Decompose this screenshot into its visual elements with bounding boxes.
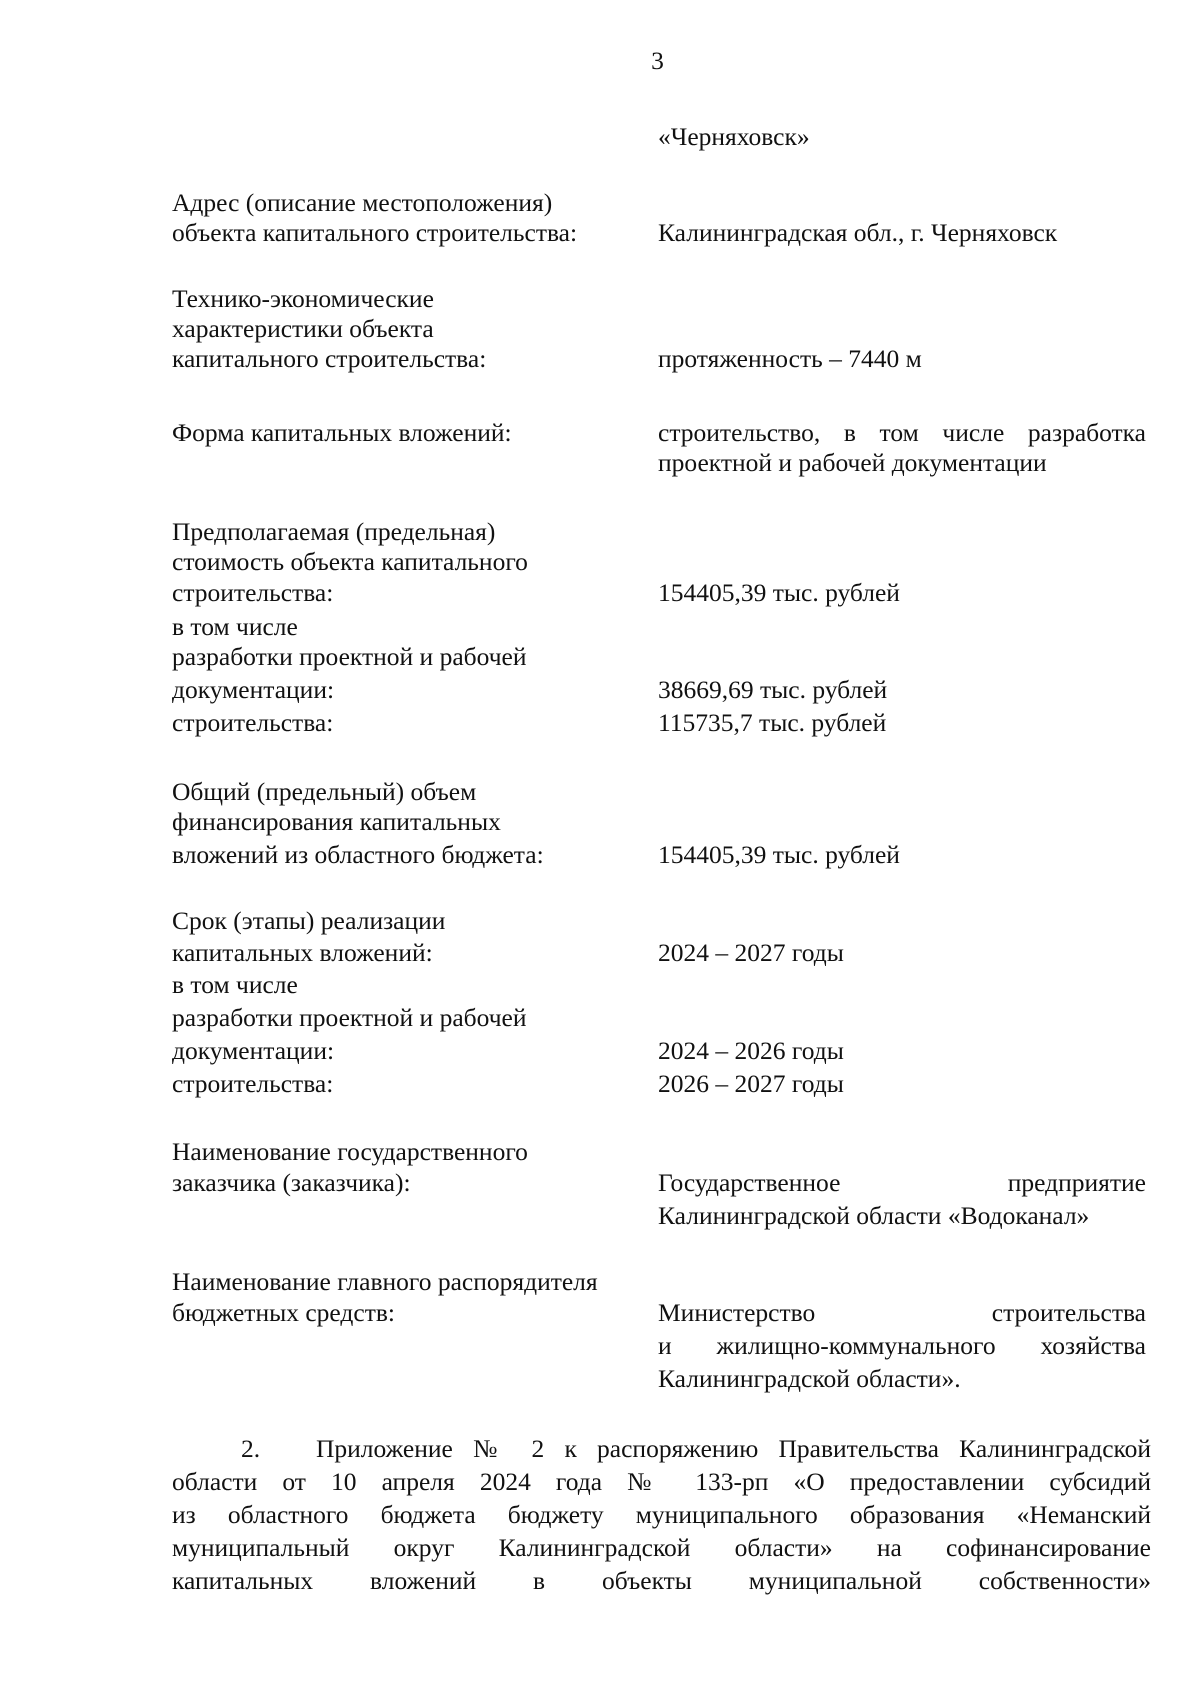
- tech-label-line-1: Технико-экономические: [172, 284, 434, 313]
- customer-label-line-2: заказчика (заказчика):: [172, 1168, 411, 1197]
- cost-total-value: 154405,39 тыс. рублей: [658, 578, 900, 607]
- cost-label-line-5: разработки проектной и рабочей: [172, 642, 527, 671]
- customer-label-line-1: Наименование государственного: [172, 1137, 528, 1166]
- term-total-value: 2024 – 2027 годы: [658, 938, 844, 967]
- address-label-line-1: Адрес (описание местоположения): [172, 188, 553, 217]
- cost-design-value: 38669,69 тыс. рублей: [658, 675, 888, 704]
- cost-label-line-1: Предполагаемая (предельная): [172, 517, 496, 546]
- paragraph-2-line-1: Приложение № 2 к распоряжению Правительства Калининградской: [316, 1434, 1151, 1463]
- cost-label-line-2: стоимость объекта капитального: [172, 547, 528, 576]
- cost-label-line-7: строительства:: [172, 708, 334, 737]
- term-label-line-2: капитальных вложений:: [172, 938, 433, 967]
- funding-label-line-1: Общий (предельный) объем: [172, 777, 477, 806]
- term-construction-value: 2026 – 2027 годы: [658, 1069, 844, 1098]
- manager-label-line-2: бюджетных средств:: [172, 1298, 395, 1327]
- term-design-value: 2024 – 2026 годы: [658, 1036, 844, 1065]
- paragraph-2-line-4: муниципальный округ Калининградской области» на софинансирование: [172, 1533, 1151, 1562]
- manager-value-line-2: и жилищно-коммунального хозяйства: [658, 1331, 1146, 1360]
- funding-label-line-2: финансирования капитальных: [172, 807, 501, 836]
- term-label-line-3: в том числе: [172, 970, 298, 999]
- customer-value-line-2: Калининградской области «Водоканал»: [658, 1201, 1090, 1230]
- term-label-line-5: документации:: [172, 1036, 335, 1065]
- term-label-line-6: строительства:: [172, 1069, 334, 1098]
- cost-label-line-6: документации:: [172, 675, 335, 704]
- page-number: 3: [651, 46, 664, 75]
- paragraph-2-number: 2.: [241, 1434, 261, 1463]
- tech-label-line-2: характеристики объекта: [172, 314, 434, 343]
- paragraph-2-line-2: области от 10 апреля 2024 года № 133-рп «О предоставлении субсидий: [172, 1467, 1151, 1496]
- address-label-line-2: объекта капитального строительства:: [172, 218, 578, 247]
- object-name-continuation: «Черняховск»: [658, 122, 810, 151]
- form-value-line-1: строительство, в том числе разработка: [658, 418, 1146, 447]
- form-label: Форма капитальных вложений:: [172, 418, 512, 447]
- cost-construction-value: 115735,7 тыс. рублей: [658, 708, 887, 737]
- cost-label-line-4: в том числе: [172, 612, 298, 641]
- funding-label-line-3: вложений из областного бюджета:: [172, 840, 544, 869]
- term-label-line-1: Срок (этапы) реализации: [172, 906, 446, 935]
- address-value: Калининградская обл., г. Черняховск: [658, 218, 1058, 247]
- customer-value-line-1: Государственное предприятие: [658, 1168, 1146, 1197]
- manager-value-line-3: Калининградской области».: [658, 1364, 961, 1393]
- tech-value: протяженность – 7440 м: [658, 344, 922, 373]
- manager-value-line-1: Министерство строительства: [658, 1298, 1146, 1327]
- form-value-line-2: проектной и рабочей документации: [658, 448, 1047, 477]
- cost-label-line-3: строительства:: [172, 578, 334, 607]
- funding-value: 154405,39 тыс. рублей: [658, 840, 900, 869]
- term-label-line-4: разработки проектной и рабочей: [172, 1003, 527, 1032]
- tech-label-line-3: капитального строительства:: [172, 344, 487, 373]
- paragraph-2-line-5: капитальных вложений в объекты муниципальной собственности»: [172, 1566, 1151, 1595]
- paragraph-2-line-3: из областного бюджета бюджету муниципального образования «Неманский: [172, 1500, 1151, 1529]
- manager-label-line-1: Наименование главного распорядителя: [172, 1267, 598, 1296]
